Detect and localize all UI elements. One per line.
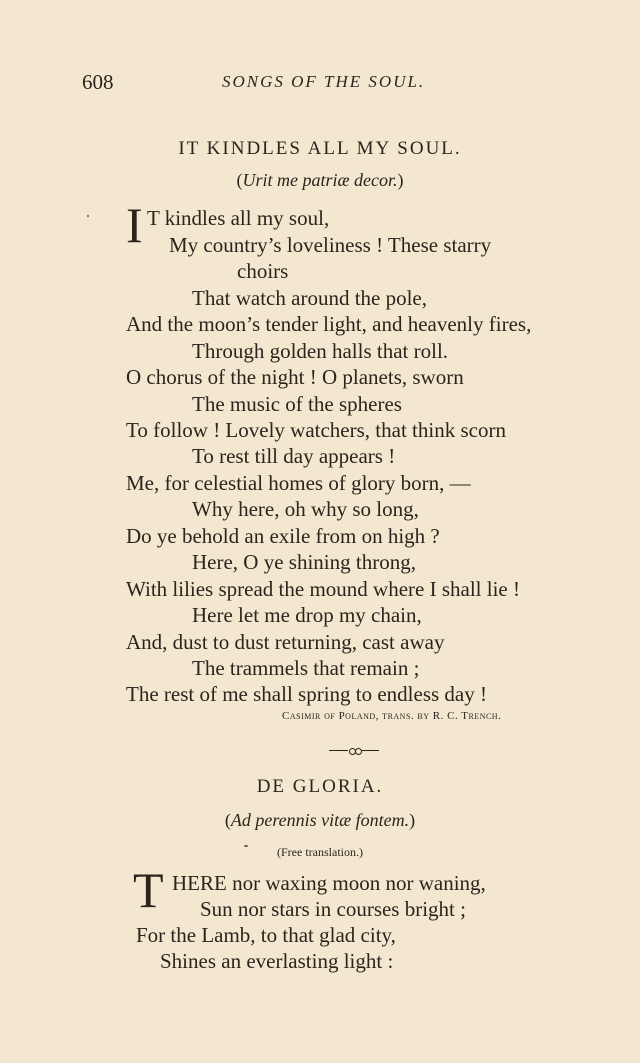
subtitle-close-paren: ) xyxy=(397,170,404,190)
section-divider-ornament xyxy=(329,748,379,754)
poem-line: T kindles all my soul, xyxy=(147,206,330,230)
poem-title: DE GLORIA. xyxy=(256,776,384,797)
poem-line: The rest of me shall spring to endless day ! xyxy=(126,682,487,706)
poem-line: Through golden halls that roll. xyxy=(192,339,449,363)
drop-cap: I xyxy=(126,197,143,253)
poem-line: The trammels that remain ; xyxy=(192,656,420,680)
subtitle-latin: Urit me patriæ decor. xyxy=(242,170,398,190)
poem-line: Me, for celestial homes of glory born, — xyxy=(126,471,471,495)
subtitle-open-paren: ( xyxy=(236,170,243,190)
poem-line: Sun nor stars in courses bright ; xyxy=(200,897,466,921)
poem-line: And the moon’s tender light, and heavenly fires, xyxy=(126,312,532,336)
drop-cap: T xyxy=(133,862,164,918)
poem-line: Shines an everlasting light : xyxy=(160,949,394,973)
poem-line: My country’s loveliness ! These starry xyxy=(169,233,492,257)
poem-line: That watch around the pole, xyxy=(192,286,427,310)
subtitle-open-paren: ( xyxy=(224,810,231,830)
poem-line: Here let me drop my chain, xyxy=(192,603,422,627)
subtitle-close-paren: ) xyxy=(409,810,416,830)
poem-subtitle xyxy=(0,810,640,831)
poem-line: HERE nor waxing moon nor waning, xyxy=(172,871,486,895)
poem-line: Why here, oh why so long, xyxy=(192,497,419,521)
poem-line: For the Lamb, to that glad city, xyxy=(136,923,396,947)
poem-subtitle xyxy=(0,170,640,191)
poem-line: To rest till day appears ! xyxy=(192,444,396,468)
paper-speck xyxy=(87,215,89,217)
poem-line: choirs xyxy=(237,259,289,283)
poem-line: O chorus of the night ! O planets, sworn xyxy=(126,365,464,389)
paper-speck xyxy=(244,845,248,847)
poem-title: IT KINDLES ALL MY SOUL. xyxy=(178,138,462,159)
poem-line: The music of the spheres xyxy=(192,392,402,416)
poem-line: Here, O ye shining throng, xyxy=(192,550,416,574)
running-head: SONGS OF THE SOUL. xyxy=(222,72,426,91)
page-number: 608 xyxy=(82,70,114,94)
translation-note: (Free translation.) xyxy=(277,845,363,859)
subtitle-latin: Ad perennis vitæ fontem. xyxy=(230,810,410,830)
attribution: Casimir of Poland, trans. by R. C. Trench. xyxy=(282,710,502,722)
poem-line: Do ye behold an exile from on high ? xyxy=(126,524,440,548)
poem-line: With lilies spread the mound where I shall lie ! xyxy=(126,577,520,601)
poem-line: And, dust to dust returning, cast away xyxy=(126,630,445,654)
poem-line: To follow ! Lovely watchers, that think scorn xyxy=(126,418,506,442)
